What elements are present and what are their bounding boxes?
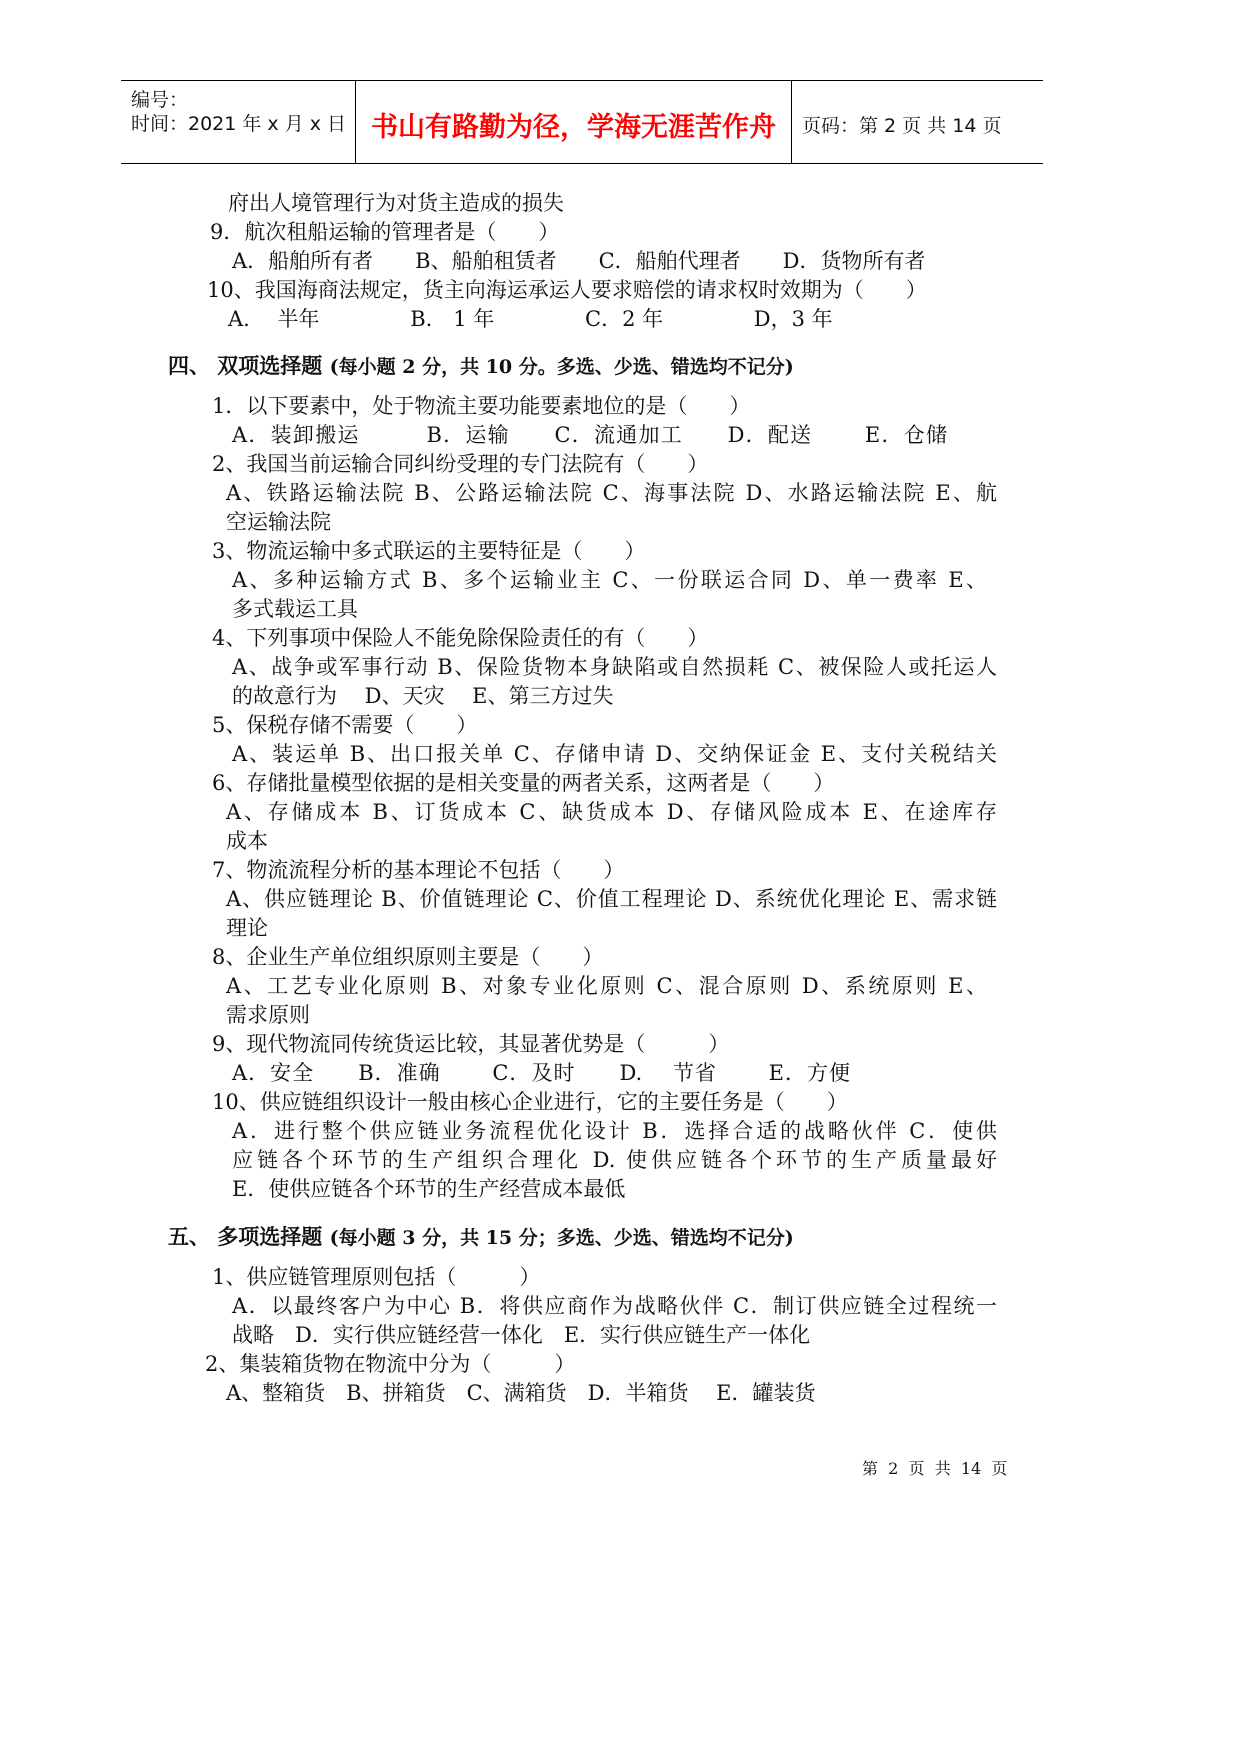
motto: 书山有路勤为径，学海无涯苦作舟 (371, 112, 776, 143)
options: 空运输法院 (226, 510, 331, 534)
section-title: 四、 双项选择题 (168, 353, 323, 378)
header-meta (121, 81, 356, 163)
options: A、装运单 B、出口报关单 C、存储申请 D、交纳保证金 E、支付关税结关 (232, 742, 997, 766)
options: A、铁路运输法院 B、公路运输法院 C、海事法院 D、水路运输法院 E、航 (226, 481, 997, 505)
options: A．船舶所有者 B、船舶租赁者 C．船舶代理者 D．货物所有者 (232, 249, 926, 273)
question: 10、供应链组织设计一般由核心企业进行，它的主要任务是（ ） (212, 1090, 848, 1114)
options: A、整箱货 B、拼箱货 C、满箱货 D．半箱货 E．罐装货 (226, 1381, 816, 1405)
options: 理论 (226, 916, 268, 940)
question: 2、我国当前运输合同纠纷受理的专门法院有（ ） (212, 452, 709, 476)
question: 7、物流流程分析的基本理论不包括（ ） (212, 858, 625, 882)
time-label: 时间：2021 年 x 月 x 日 (131, 113, 347, 135)
options: A．安全 B．准确 C．及时 D. 节省 E．方便 (232, 1061, 850, 1085)
question: 1．以下要素中，处于物流主要功能要素地位的是（ ） (212, 394, 751, 418)
header-page-cell (792, 81, 1043, 163)
question: 2、集装箱货物在物流中分为（ ） (205, 1352, 576, 1376)
page-footer: 第 2 页 共 14 页 (862, 1459, 1008, 1478)
section-note: (每小题 3 分，共 15 分；多选、少选、错选均不记分) (329, 1227, 794, 1249)
options: A、多种运输方式 B、多个运输业主 C、一份联运合同 D、单一费率 E、 (232, 568, 987, 592)
question: 4、下列事项中保险人不能免除保险责任的有（ ） (212, 626, 709, 650)
options: 的故意行为 D、天灾 E、第三方过失 (232, 684, 614, 708)
header-motto-cell (356, 81, 792, 163)
options: 应链各个环节的生产组织合理化 D. 使供应链各个环节的生产质量最好 (232, 1148, 997, 1172)
number-label: 编号： (131, 89, 189, 111)
question: 9、现代物流同传统货运比较，其显著优势是（ ） (212, 1032, 730, 1056)
options: A、战争或军事行动 B、保险货物本身缺陷或自然损耗 C、被保险人或托运人 (232, 655, 997, 679)
question: 5、保税存储不需要（ ） (212, 713, 478, 737)
options: A、存储成本 B、订货成本 C、缺货成本 D、存储风险成本 E、在途库存 (226, 800, 997, 824)
section-note: (每小题 2 分，共 10 分。多选、少选、错选均不记分) (329, 356, 794, 378)
question: 10、我国海商法规定，货主向海运承运人要求赔偿的请求权时效期为（ ） (207, 278, 927, 302)
options: 需求原则 (226, 1003, 310, 1027)
section-title: 五、 多项选择题 (168, 1224, 323, 1249)
question: 1、供应链管理原则包括（ ） (212, 1265, 541, 1289)
options: A．进行整个供应链业务流程优化设计 B．选择合适的战略伙伴 C．使供 (232, 1119, 997, 1143)
options: 多式载运工具 (232, 597, 358, 621)
section-heading (168, 1224, 794, 1251)
text-line: 府出人境管理行为对货主造成的损失 (228, 191, 564, 215)
question: 3、物流运输中多式联运的主要特征是（ ） (212, 539, 646, 563)
options: 战略 D．实行供应链经营一体化 E．实行供应链生产一体化 (232, 1323, 811, 1347)
question: 9．航次租船运输的管理者是（ ） (210, 220, 560, 244)
options: A．装卸搬运 B．运输 C．流通加工 D．配送 E．仓储 (232, 423, 947, 447)
question: 6、存储批量模型依据的是相关变量的两者关系，这两者是（ ） (212, 771, 835, 795)
page-info: 页码：第 2 页 共 14 页 (802, 115, 1002, 137)
page-header (121, 80, 1043, 164)
options: 成本 (226, 829, 268, 853)
options: A．以最终客户为中心 B．将供应商作为战略伙伴 C．制订供应链全过程统一 (232, 1294, 997, 1318)
options: A、工艺专业化原则 B、对象专业化原则 C、混合原则 D、系统原则 E、 (226, 974, 987, 998)
question: 8、企业生产单位组织原则主要是（ ） (212, 945, 604, 969)
options: E．使供应链各个环节的生产经营成本最低 (232, 1177, 626, 1201)
options: A、供应链理论 B、价值链理论 C、价值工程理论 D、系统优化理论 E、需求链 (226, 887, 997, 911)
options: A. 半年 B. 1 年 C．2 年 D，3 年 (228, 307, 833, 331)
section-heading (168, 353, 794, 380)
